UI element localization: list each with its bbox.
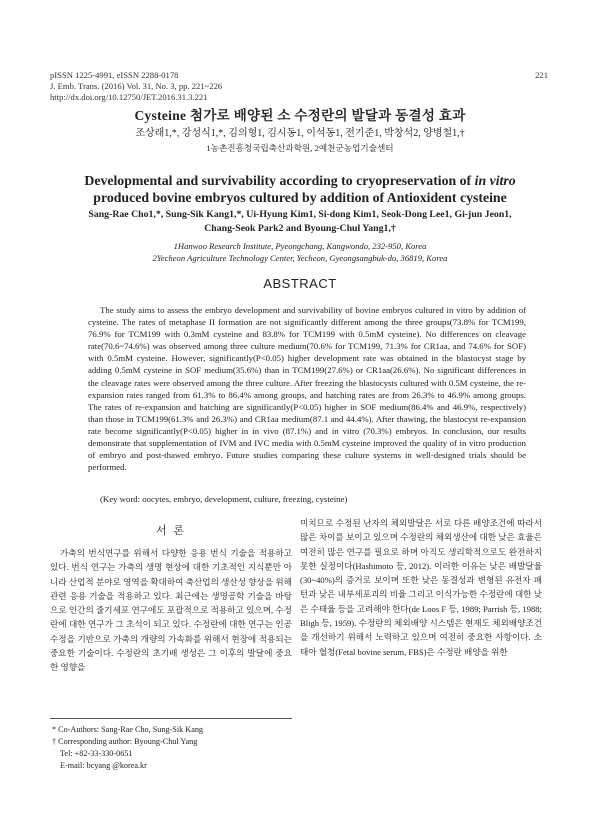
section-heading-introduction: 서 론 — [155, 525, 186, 537]
abstract-text: The study aims to assess the embryo development and survivability of bovine embryos cultured in vitro by addition of cysteine. The rates of metaphase II formation are not significantly different among the three groups(73.8% for TCM199, 76.9% for TCM199 with 0.3mM cysteine and 83.8% for TCM199 with 0.5mM cysteine). No differences on cleavage rate(70.6~74.6%) was observed among three culture medium(70.6% for TCM199, 71.3% for CR1aa, and 74.6% for SOF) with 0.5mM cysteine. However, significantly(P<0.05) higher development rate was obtained in the blastocyst stage by adding 0.5mM cysteine in SOF medium(35.6%) than in TCM199(27.6%) or CR1aa(26.6%). No significant differences in the cleavage rates were observed among the three culture. After freezing the blastocysts cultured with 0.5M cysteine, the re-expansion rates ranged from 61.3% to 86.4% among groups, and hatching rates are from 26.3% to 46.9% among groups. The rates of re-expansion and hatching are significantly(P<0.05) higher in SOF medium(86.4% and 46.9%, respectively) than those in TCM199(61.3% and 26.3%) and CR1aa medium(87.1 and 44.4%). After thawing, the blastocyst re-expansion rate become significantly(P<0.05) higher in in vivo (87.1%) and in vitro (70.3%) embryos. In conclusion, our results demonstrate that supplementation of IVM and IVC media with 0.5mM cysteine improved the quality of in vitro production of embryo and post-thawed embryo. Future studies comparing these culture systems in well-designed trials should be performed. — [88, 305, 526, 473]
journal-header — [50, 70, 222, 103]
footnote-co-authors: * Co-Authors: Sang-Rae Cho, Sung-Sik Kang — [52, 725, 204, 734]
authors-line1: Sang-Rae Cho1,*, Sung-Sik Kang1,*, Ui-Hyung Kim1, Si-dong Kim1, Seok-Dong Lee1, Gi-jun Jeon1, — [88, 209, 512, 220]
doi-link[interactable]: http://dx.doi.org/10.12750/JET.2016.31.3.221 — [50, 92, 208, 102]
title-part2: produced bovine embryos cultured by addition of Antioxident cysteine — [93, 190, 507, 205]
footnote-tel: Tel: +82-33-330-0651 — [60, 749, 133, 758]
korean-title: Cysteine 첨가로 배양된 소 수정란의 발달과 동결성 효과 — [134, 108, 466, 123]
footnote-divider — [50, 718, 292, 719]
title-italic: in vitro — [474, 173, 516, 188]
keywords: (Key word: oocytes, embryo, development, culture, freezing, cysteine) — [100, 494, 348, 504]
korean-authors: 조상래1,*, 강성식1,*, 김의형1, 김시동1, 이석동1, 전기준1, 박창석2, 양병철1,† — [135, 128, 465, 139]
page-number: 221 — [535, 70, 548, 80]
korean-affiliations: 1농촌진흥청국립축산과학원, 2예천군농업기술센터 — [206, 143, 394, 153]
english-title — [60, 172, 540, 206]
abstract-heading: ABSTRACT — [263, 276, 337, 291]
footnote-email[interactable]: E-mail: bcyang @korea.kr — [60, 761, 147, 770]
body-column-right: 미치므로 수정된 난자의 체외발달은 서로 다른 배양조건에 따라서 많은 차이를 보이고 있으며 수정란의 체외생산에 대한 낮은 효율은 여전히 많은 연구를 필요로 하며 아직도 생리학적으로도 완전하지 못한 실정이다(Hashimoto 등, 2012). 이러한 이유는 낮은 배발달율(30~40%)의 증거로 보이며 또한 낮은 동결성과 변형된 유전자 패턴과 낮은 내부세포괴의 비율 그리고 이식가능한 수정란에 대한 낮은 수태율 등을 고려해야 한다(de Loos F 등, 1989; Parrish 등, 1988; Bligh 등, 1959). 수정란의 체외배양 시스템은 현재도 체외배양조건을 개선하기 위해서 노력하고 있으며 여전히 중요한 사항이다. 소 태아 혈청(Fetal bovine serum, FBS)은 수정란 배양을 위한 — [300, 518, 542, 657]
english-authors — [60, 208, 540, 236]
title-part1: Developmental and survivability according to cryopreservation of — [84, 173, 475, 188]
affiliation-1: 1Hanwoo Research Institute, Pyeongchang, Kangwondo, 232-950, Korea — [173, 241, 427, 251]
body-column-left: 가축의 번식연구를 위해서 다양한 응용 번식 기술을 적용하고 있다. 번식 연구는 가축의 생명 현상에 대한 기초적인 지식뿐만 아니라 산업적 분야로 영역을 확대하여 축산업의 생산성 향상을 위해 관련 응용 기술을 적용하고 있다. 최근에는 생명공학 기술을 바탕으로 인간의 줄기세포 연구에도 포괄적으로 적용하고 있으며, 수정란에 대한 연구가 그 초석이 되고 있다. 수정란에 대한 연구는 인공수정을 기반으로 가축의 개량의 가속화를 위해서 현장에 적용되는 중요한 기술이다. 수정란의 초기배 생성은 그 이후의 발달에 중요한 영향을 — [50, 548, 292, 673]
footnote-corresponding: † Corresponding author: Byoung-Chul Yang — [52, 737, 198, 746]
issn-line: pISSN 1225-4991, eISSN 2288-0178 — [50, 70, 179, 80]
authors-line2: Chang-Seok Park2 and Byoung-Chul Yang1,† — [204, 223, 396, 234]
journal-citation: J. Emb. Trans. (2016) Vol. 31, No. 3, pp. 221~226 — [50, 81, 223, 91]
english-affiliations — [60, 240, 540, 264]
footnotes — [52, 724, 203, 772]
affiliation-2: 2Yecheon Agriculture Technology Center, Yecheon, Gyeongsangbuk-do, 36819, Korea — [152, 253, 448, 263]
